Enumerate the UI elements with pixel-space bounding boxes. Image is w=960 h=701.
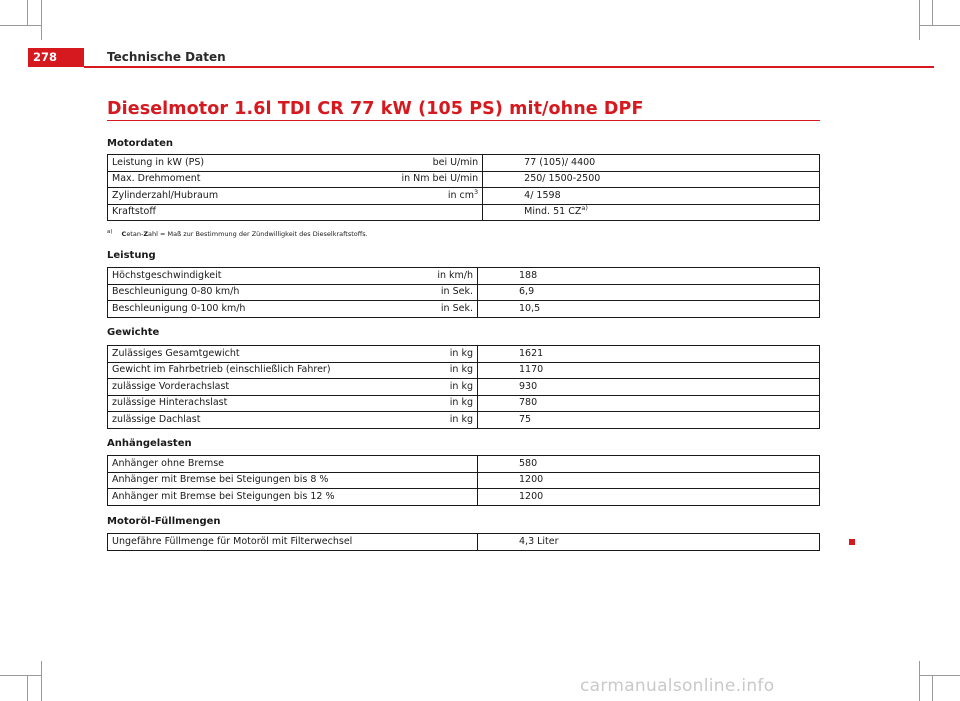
table-row	[108, 362, 820, 379]
footnote-initial-z: Z	[143, 230, 149, 238]
crop-mark	[919, 661, 920, 701]
row-value: 1621	[478, 346, 820, 363]
page-title: Dieselmotor 1.6l TDI CR 77 kW (105 PS) mit/ohne DPF	[107, 99, 644, 119]
footnote-initial-c: C	[121, 230, 127, 238]
crop-mark	[27, 0, 28, 25]
footnote-reference: a)	[581, 204, 588, 213]
table-row	[108, 204, 820, 221]
row-label: Anhänger mit Bremse bei Steigungen bis 8 %	[108, 472, 478, 489]
row-value: 75	[478, 412, 820, 429]
row-unit	[398, 188, 483, 205]
row-label: Höchstgeschwindigkeit	[108, 268, 398, 285]
row-label: Beschleunigung 0-100 km/h	[108, 301, 398, 318]
row-value: 580	[478, 456, 820, 473]
footnote	[107, 229, 368, 238]
row-label: Beschleunigung 0-80 km/h	[108, 284, 398, 301]
table-row	[108, 155, 820, 172]
row-value: 6,9	[478, 284, 820, 301]
section-heading-motordaten: Motordaten	[107, 138, 173, 149]
section-heading-leistung: Leistung	[107, 250, 156, 261]
header-rule	[84, 66, 934, 68]
value-text: Mind. 51 CZ	[524, 206, 582, 218]
crop-mark	[0, 25, 41, 26]
table-row	[108, 456, 820, 473]
crop-mark	[41, 0, 42, 40]
table-row	[108, 268, 820, 285]
row-unit: in kg	[398, 346, 478, 363]
crop-mark	[919, 0, 920, 40]
table-row	[108, 472, 820, 489]
row-label: Gewicht im Fahrbetrieb (einschließlich Fahrer)	[108, 362, 398, 379]
unit-text: in cm	[447, 189, 475, 201]
crop-mark	[41, 661, 42, 701]
row-unit: in kg	[398, 395, 478, 412]
row-unit: in km/h	[398, 268, 478, 285]
row-unit: in kg	[398, 362, 478, 379]
section-heading-motoroel: Motoröl-Füllmengen	[107, 516, 221, 527]
row-value: 930	[478, 379, 820, 396]
crop-mark	[0, 675, 41, 676]
row-label: Leistung in kW (PS)	[108, 155, 398, 172]
table-motoroel	[107, 533, 820, 551]
row-value: 780	[478, 395, 820, 412]
row-label: Zulässiges Gesamtgewicht	[108, 346, 398, 363]
row-unit: in kg	[398, 412, 478, 429]
row-unit: in kg	[398, 379, 478, 396]
table-row	[108, 379, 820, 396]
row-unit: in Sek.	[398, 284, 478, 301]
footnote-mark: a)	[107, 229, 113, 235]
unit-superscript: 3	[474, 187, 479, 196]
row-value	[483, 204, 820, 221]
crop-mark	[919, 25, 960, 26]
table-row	[108, 188, 820, 205]
row-unit	[398, 204, 483, 221]
row-label: Anhänger ohne Bremse	[108, 456, 478, 473]
row-value: 4/ 1598	[483, 188, 820, 205]
row-value: 188	[478, 268, 820, 285]
row-value: 77 (105)/ 4400	[483, 155, 820, 172]
row-label: zulässige Vorderachslast	[108, 379, 398, 396]
section-heading-anhaengelasten: Anhängelasten	[107, 438, 192, 449]
row-value: 1170	[478, 362, 820, 379]
table-leistung	[107, 267, 820, 318]
header-section-title: Technische Daten	[107, 50, 226, 64]
crop-mark	[27, 676, 28, 701]
table-row	[108, 395, 820, 412]
row-value: 1200	[478, 489, 820, 506]
row-label: Zylinderzahl/Hubraum	[108, 188, 398, 205]
table-gewichte	[107, 345, 820, 429]
crop-mark	[932, 676, 933, 701]
table-row	[108, 171, 820, 188]
table-row	[108, 284, 820, 301]
page-number: 278	[33, 50, 58, 64]
row-label: Anhänger mit Bremse bei Steigungen bis 12 %	[108, 489, 478, 506]
row-unit: in Nm bei U/min	[398, 171, 483, 188]
row-label: Ungefähre Füllmenge für Motoröl mit Filterwechsel	[108, 534, 478, 551]
row-label: zulässige Hinterachslast	[108, 395, 398, 412]
section-end-marker	[849, 539, 855, 545]
row-unit: in Sek.	[398, 301, 478, 318]
table-anhaengelasten	[107, 455, 820, 506]
row-value: 4,3 Liter	[478, 534, 820, 551]
crop-mark	[932, 0, 933, 25]
row-value: 250/ 1500-2500	[483, 171, 820, 188]
table-row	[108, 489, 820, 506]
table-row	[108, 346, 820, 363]
section-heading-gewichte: Gewichte	[107, 327, 160, 338]
title-rule	[107, 120, 820, 121]
footnote-text-part: ahl = Maß zur Bestimmung der Zündwilligkeit des Dieselkraftstoffs.	[148, 230, 368, 238]
table-row	[108, 301, 820, 318]
table-row	[108, 412, 820, 429]
crop-mark	[919, 675, 960, 676]
row-value: 10,5	[478, 301, 820, 318]
row-label: Kraftstoff	[108, 204, 398, 221]
row-value: 1200	[478, 472, 820, 489]
table-row	[108, 534, 820, 551]
footnote-text-part: etan-	[126, 230, 144, 238]
row-label: Max. Drehmoment	[108, 171, 398, 188]
row-label: zulässige Dachlast	[108, 412, 398, 429]
watermark: carmanualsonline.info	[580, 676, 775, 696]
row-unit: bei U/min	[398, 155, 483, 172]
table-motordaten	[107, 154, 820, 221]
